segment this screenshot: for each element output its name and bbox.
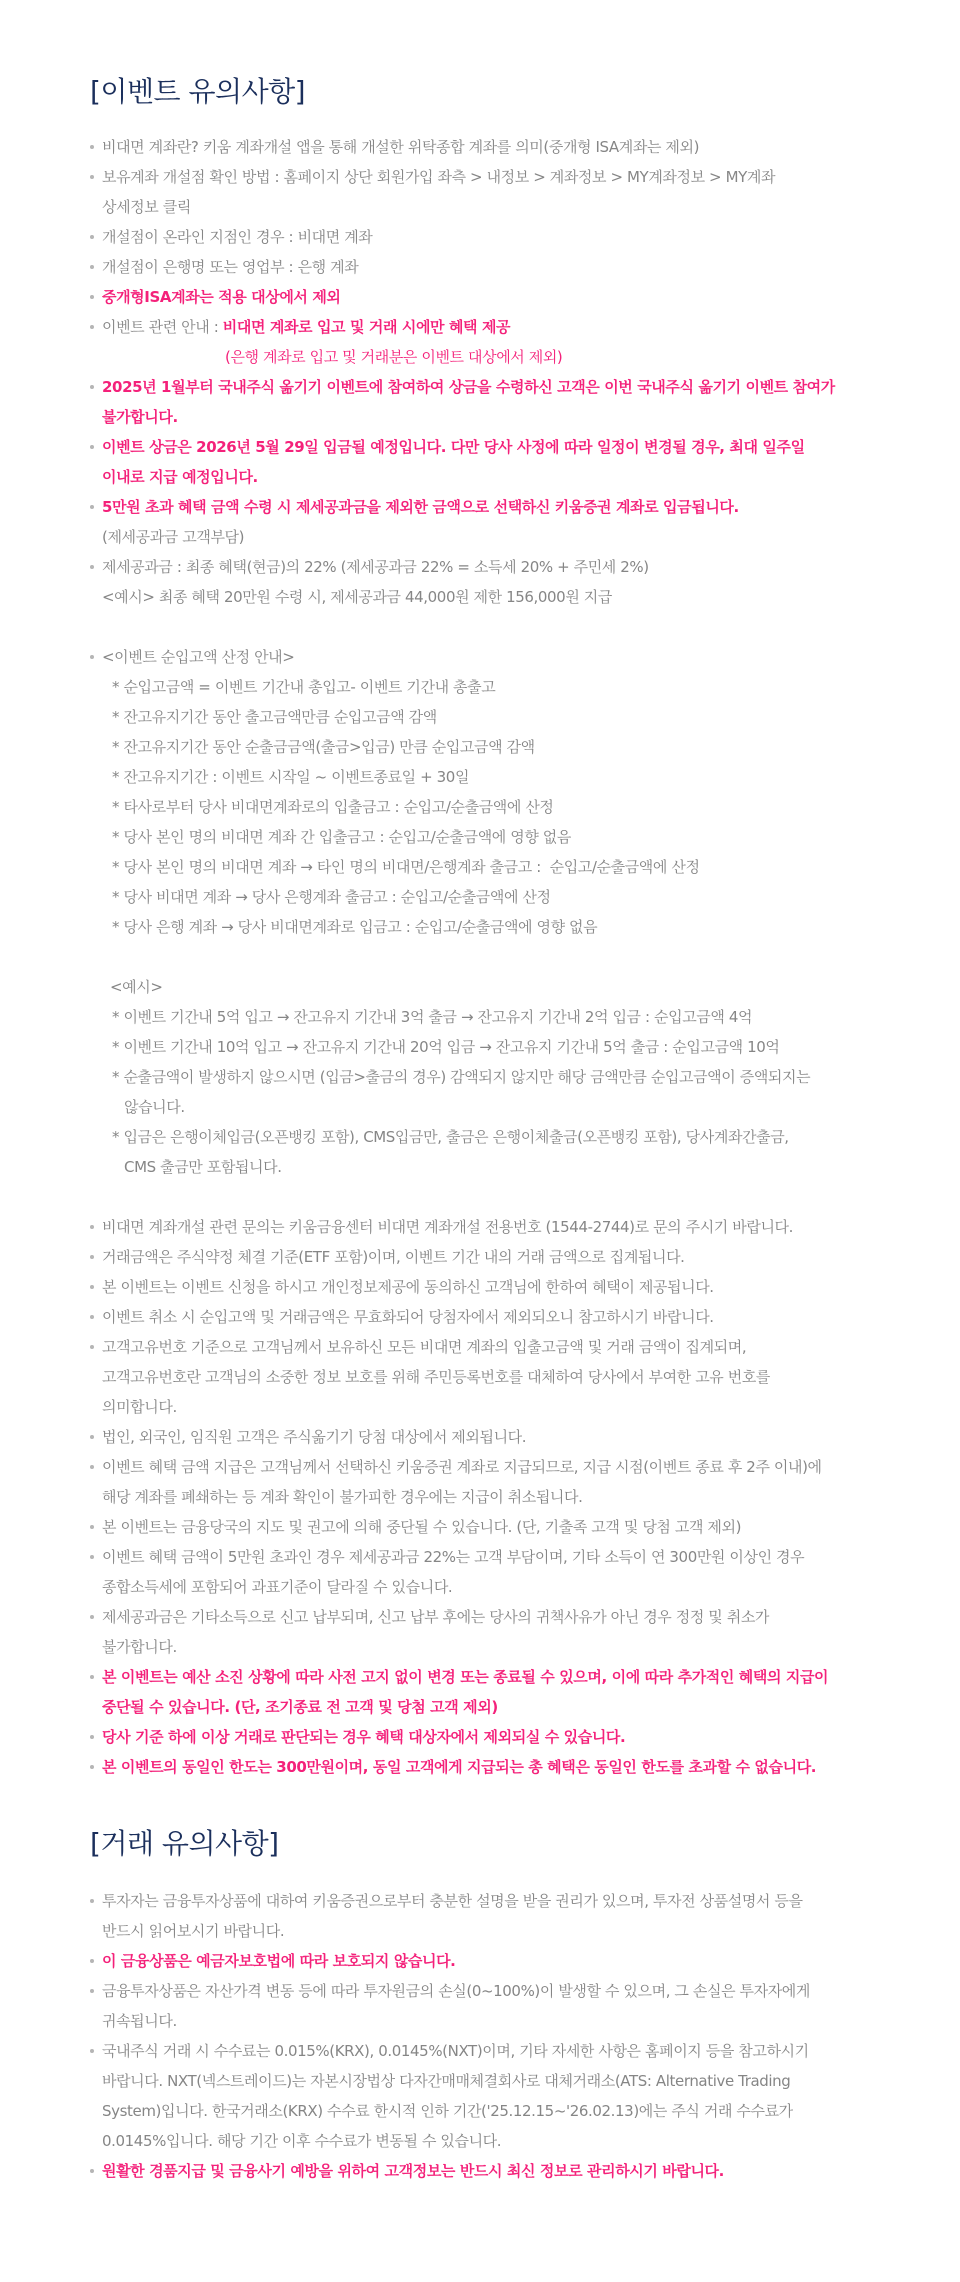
item-continuation: 0.0145%입니다. 해당 기간 이후 수수료가 변동될 수 있습니다.: [102, 2132, 502, 2150]
sub-item: * 순출금액이 발생하지 않으시면 (입금>출금의 경우) 감액되지 않지만 해당 금액만큼 순입고금액이 증액되지는: [112, 1068, 811, 1086]
list-item: 국내주식 거래 시 수수료는 0.015%(KRX), 0.0145%(NXT)이며, 기타 자세한 사항은 홈페이지 등을 참고하시기: [90, 2036, 872, 2066]
list-item-highlight: 원활한 경품지급 및 금융사기 예방을 위하여 고객정보는 반드시 최신 정보로 관리하시기 바랍니다.: [90, 2156, 872, 2186]
event-notice-title: [이벤트 유의사항]: [90, 75, 306, 108]
list-item: 금융투자상품은 자산가격 변동 등에 따라 투자원금의 손실(0~100%)이 발생할 수 있으며, 그 손실은 투자자에게: [90, 1976, 872, 2006]
item-continuation: (제세공과금 고객부담): [102, 528, 245, 546]
trade-notice-list: [90, 1886, 872, 2186]
list-item: 이벤트 혜택 금액이 5만원 초과인 경우 제세공과금 22%는 고객 부담이며, 기타 소득이 연 300만원 이상인 경우: [90, 1542, 872, 1572]
list-item-highlight: 당사 기준 하에 이상 거래로 판단되는 경우 혜택 대상자에서 제외되실 수 있습니다.: [90, 1722, 872, 1752]
item-continuation: 불가합니다.: [102, 408, 178, 426]
list-item: 본 이벤트는 이벤트 신청을 하시고 개인정보제공에 동의하신 고객님에 한하여 혜택이 제공됩니다.: [90, 1272, 872, 1302]
item-continuation: (은행 계좌로 입고 및 거래분은 이벤트 대상에서 제외): [225, 348, 563, 366]
list-item: 이벤트 혜택 금액 지급은 고객님께서 선택하신 키움증권 계좌로 지급되므로, 지급 시점(이벤트 종료 후 2주 이내)에: [90, 1452, 872, 1482]
sub-item-continuation: 않습니다.: [124, 1098, 185, 1116]
list-item: 제세공과금은 기타소득으로 신고 납부되며, 신고 납부 후에는 당사의 귀책사유가 아닌 경우 정정 및 취소가: [90, 1602, 872, 1632]
list-item-highlight: 중개형ISA계좌는 적용 대상에서 제외: [90, 282, 872, 312]
list-item: 비대면 계좌개설 관련 문의는 키움금융센터 비대면 계좌개설 전용번호 (1544-2744)로 문의 주시기 바랍니다.: [90, 1212, 872, 1242]
item-continuation: 불가합니다.: [102, 1638, 177, 1656]
example-label: <예시>: [110, 978, 163, 996]
sub-item: * 잔고유지기간 동안 출고금액만큼 순입고금액 감액: [112, 708, 437, 726]
list-item-highlight: 2025년 1월부터 국내주식 옮기기 이벤트에 참여하여 상금을 수령하신 고객은 이번 국내주식 옮기기 이벤트 참여가: [90, 372, 872, 402]
list-item: 투자자는 금융투자상품에 대하여 키움증권으로부터 충분한 설명을 받을 권리가 있으며, 투자전 상품설명서 등을: [90, 1886, 872, 1916]
sub-item: * 잔고유지기간 : 이벤트 시작일 ~ 이벤트종료일 + 30일: [112, 768, 470, 786]
list-item: 법인, 외국인, 임직원 고객은 주식옮기기 당첨 대상에서 제외됩니다.: [90, 1422, 872, 1452]
list-item: 본 이벤트는 금융당국의 지도 및 권고에 의해 중단될 수 있습니다. (단, 기출족 고객 및 당첨 고객 제외): [90, 1512, 872, 1542]
item-continuation: 의미합니다.: [102, 1398, 177, 1416]
sub-item-continuation: CMS 출금만 포함됩니다.: [124, 1158, 282, 1176]
item-continuation: 고객고유번호란 고객님의 소중한 정보 보호를 위해 주민등록번호를 대체하여 당사에서 부여한 고유 번호를: [102, 1368, 771, 1386]
list-item-highlight: 5만원 초과 혜택 금액 수령 시 제세공과금을 제외한 금액으로 선택하신 키움증권 계좌로 입금됩니다.: [90, 492, 872, 522]
list-item: 제세공과금 : 최종 혜택(현금)의 22% (제세공과금 22% = 소득세 20% + 주민세 2%): [90, 552, 872, 582]
item-text: 보유계좌 개설점 확인 방법 : 홈페이지 상단 회원가입 좌측 > 내정보 > 계좌정보 > MY계좌정보 > MY계좌: [102, 168, 776, 186]
item-continuation: 귀속됩니다.: [102, 2012, 177, 2030]
item-continuation: 이내로 지급 예정입니다.: [102, 468, 258, 486]
list-item: 개설점이 온라인 지점인 경우 : 비대면 계좌: [90, 222, 872, 252]
item-continuation: System)입니다. 한국거래소(KRX) 수수료 한시적 인하 기간('25.12.15~'26.02.13)에는 주식 거래 수수료가: [102, 2102, 793, 2120]
item-continuation: 반드시 읽어보시기 바랍니다.: [102, 1922, 285, 1940]
sub-item: * 이벤트 기간내 5억 입고 → 잔고유지 기간내 3억 출금 → 잔고유지 기간내 2억 입금 : 순입고금액 4억: [112, 1008, 753, 1026]
sub-item: * 당사 은행 계좌 → 당사 비대면계좌로 입금고 : 순입고/순출금액에 영향 없음: [112, 918, 598, 936]
item-continuation: <예시> 최종 혜택 20만원 수령 시, 제세공과금 44,000원 제한 156,000원 지급: [102, 588, 612, 606]
sub-item: * 이벤트 기간내 10억 입고 → 잔고유지 기간내 20억 입금 → 잔고유지 기간내 5억 출금 : 순입고금액 10억: [112, 1038, 780, 1056]
sub-item: * 잔고유지기간 동안 순출금금액(출금>입금) 만큼 순입고금액 감액: [112, 738, 535, 756]
item-continuation: 해당 계좌를 폐쇄하는 등 계좌 확인이 불가피한 경우에는 지급이 취소됩니다.: [102, 1488, 583, 1506]
item-continuation: 바랍니다. NXT(넥스트레이드)는 자본시장법상 다자간매매체결회사로 대체거래소(ATS: Alternative Trading: [102, 2072, 791, 2090]
item-continuation: 중단될 수 있습니다. (단, 조기종료 전 고객 및 당첨 고객 제외): [102, 1698, 498, 1716]
sub-item: * 당사 본인 명의 비대면 계좌 → 타인 명의 비대면/은행계좌 출금고 : 순입고/순출금액에 산정: [112, 858, 700, 876]
trade-notice-title: [거래 유의사항]: [90, 1827, 279, 1860]
list-item: 비대면 계좌란? 키움 계좌개설 앱을 통해 개설한 위탁종합 계좌를 의미(중개형 ISA계좌는 제외): [90, 132, 872, 162]
list-item: 고객고유번호 기준으로 고객님께서 보유하신 모든 비대면 계좌의 입출고금액 및 거래 금액이 집계되며,: [90, 1332, 872, 1362]
sub-item: * 당사 본인 명의 비대면 계좌 간 입출금고 : 순입고/순출금액에 영향 없음: [112, 828, 571, 846]
list-item: 거래금액은 주식약정 체결 기준(ETF 포함)이며, 이벤트 기간 내의 거래 금액으로 집계됩니다.: [90, 1242, 872, 1272]
item-highlight: 비대면 계좌로 입고 및 거래 시에만 혜택 제공: [222, 318, 511, 336]
event-notice-list: [90, 132, 872, 1782]
list-item-highlight: 본 이벤트의 동일인 한도는 300만원이며, 동일 고객에게 지급되는 총 혜택은 동일인 한도를 초과할 수 없습니다.: [90, 1752, 872, 1782]
sub-item: * 당사 비대면 계좌 → 당사 은행계좌 출금고 : 순입고/순출금액에 산정: [112, 888, 551, 906]
list-item: <이벤트 순입고액 산정 안내>: [90, 642, 872, 672]
list-item: [90, 162, 872, 192]
list-item: 이벤트 취소 시 순입고액 및 거래금액은 무효화되어 당첨자에서 제외되오니 참고하시기 바랍니다.: [90, 1302, 872, 1332]
list-item: 개설점이 은행명 또는 영업부 : 은행 계좌: [90, 252, 872, 282]
sub-item: * 입금은 은행이체입금(오픈뱅킹 포함), CMS입금만, 출금은 은행이체출금(오픈뱅킹 포함), 당사계좌간출금,: [112, 1128, 789, 1146]
list-item-highlight: 이벤트 상금은 2026년 5월 29일 입금될 예정입니다. 다만 당사 사정에 따라 일정이 변경될 경우, 최대 일주일: [90, 432, 872, 462]
sub-item: * 타사로부터 당사 비대면계좌로의 입출금고 : 순입고/순출금액에 산정: [112, 798, 554, 816]
sub-item: * 순입고금액 = 이벤트 기간내 총입고- 이벤트 기간내 총출고: [112, 678, 496, 696]
item-continuation: 상세정보 클릭: [102, 198, 191, 216]
item-text: 이벤트 관련 안내 :: [102, 318, 223, 336]
list-item-highlight: 이 금융상품은 예금자보호법에 따라 보호되지 않습니다.: [90, 1946, 872, 1976]
item-continuation: 종합소득세에 포함되어 과표기준이 달라질 수 있습니다.: [102, 1578, 453, 1596]
list-item-highlight: 본 이벤트는 예산 소진 상황에 따라 사전 고지 없이 변경 또는 종료될 수 있으며, 이에 따라 추가적인 혜택의 지급이: [90, 1662, 872, 1692]
list-item: [90, 312, 872, 342]
